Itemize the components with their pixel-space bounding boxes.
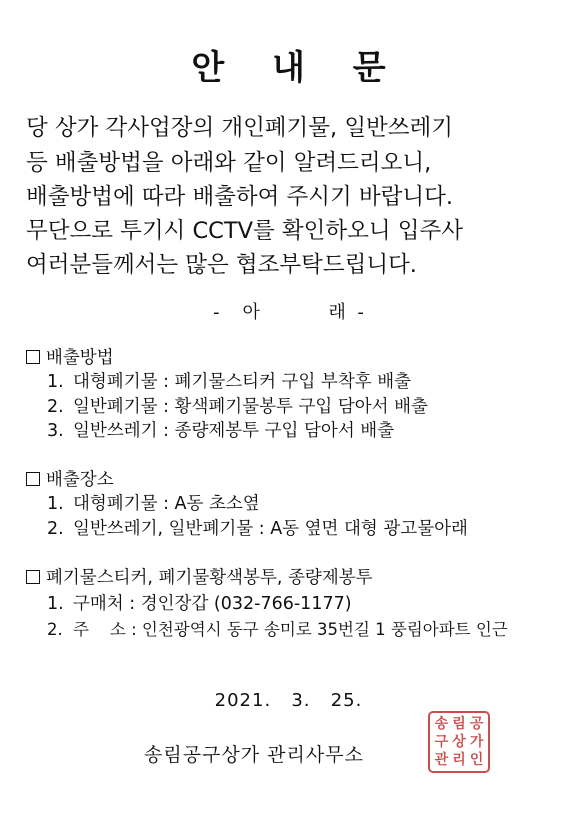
section-heading [26, 344, 114, 369]
intro-line: 등 배출방법을 아래와 같이 알려드리오니, [26, 150, 432, 176]
item-text: 구매처 : 경인장갑 (032-766-1177) [73, 594, 352, 614]
seal-char: 림 [452, 716, 466, 733]
item-number: 1. [47, 372, 64, 392]
checkbox-square-icon [26, 472, 40, 486]
checkbox-square-icon [26, 570, 40, 584]
seal-char: 관 [434, 751, 449, 768]
item-number: 2. [47, 620, 63, 639]
section-heading-label: 배출방법 [46, 348, 114, 368]
list-item [47, 590, 352, 615]
seal-char: 송 [434, 716, 449, 733]
item-number: 1. [47, 494, 64, 514]
seal-char: 가 [469, 733, 484, 750]
intro-line: 무단으로 투기시 CCTV를 확인하오니 입주사 [26, 218, 463, 244]
list-item [47, 368, 411, 393]
item-number: 2. [47, 519, 64, 539]
item-number: 2. [47, 397, 64, 417]
seal-char: 리 [452, 751, 466, 768]
intro-line: 당 상가 각사업장의 개인폐기물, 일반쓰레기 [26, 115, 453, 141]
title-char: 내 [272, 48, 305, 88]
item-text: 대형폐기물 : 폐기물스티커 구입 부착후 배출 [73, 372, 411, 392]
item-text: 주 소 : 인천광역시 동구 송미로 35번길 1 풍림아파트 인근 [73, 620, 508, 639]
seal-char: 구 [434, 733, 449, 750]
signature: 송림공구상가 관리사무소 [144, 744, 364, 766]
item-text: 대형폐기물 : A동 초소옆 [73, 494, 260, 514]
seal-char: 상 [452, 733, 466, 750]
seal-char: 인 [469, 751, 484, 768]
notice-title [0, 40, 577, 89]
section-heading [26, 564, 373, 589]
section-heading-label: 배출장소 [46, 470, 114, 490]
ara-heading: - 아 래 - [213, 302, 364, 323]
item-text: 일반쓰레기 : 종량제봉투 구입 담아서 배출 [73, 421, 395, 441]
list-item [47, 616, 508, 640]
list-item [47, 417, 394, 442]
section-heading [26, 466, 114, 491]
checkbox-square-icon [26, 350, 40, 364]
list-item [47, 393, 428, 418]
list-item [47, 515, 468, 540]
item-number: 3. [47, 421, 64, 441]
section-heading-label: 폐기물스티커, 폐기물황색봉투, 종량제봉투 [46, 568, 373, 588]
item-text: 일반폐기물 : 황색폐기물봉투 구입 담아서 배출 [73, 397, 428, 417]
intro-line: 배출방법에 따라 배출하여 주시기 바랍니다. [26, 184, 453, 210]
intro-line: 여러분들께서는 많은 협조부탁드립니다. [26, 252, 417, 278]
notice-date: 2021. 3. 25. [214, 690, 363, 711]
title-char: 안 [191, 48, 225, 88]
list-item [47, 490, 260, 515]
title-char: 문 [352, 48, 386, 88]
item-text: 일반쓰레기, 일반폐기물 : A동 옆면 대형 광고물아래 [73, 519, 468, 539]
item-number: 1. [47, 594, 64, 614]
seal-char: 공 [469, 716, 484, 733]
official-seal-icon [428, 711, 490, 773]
